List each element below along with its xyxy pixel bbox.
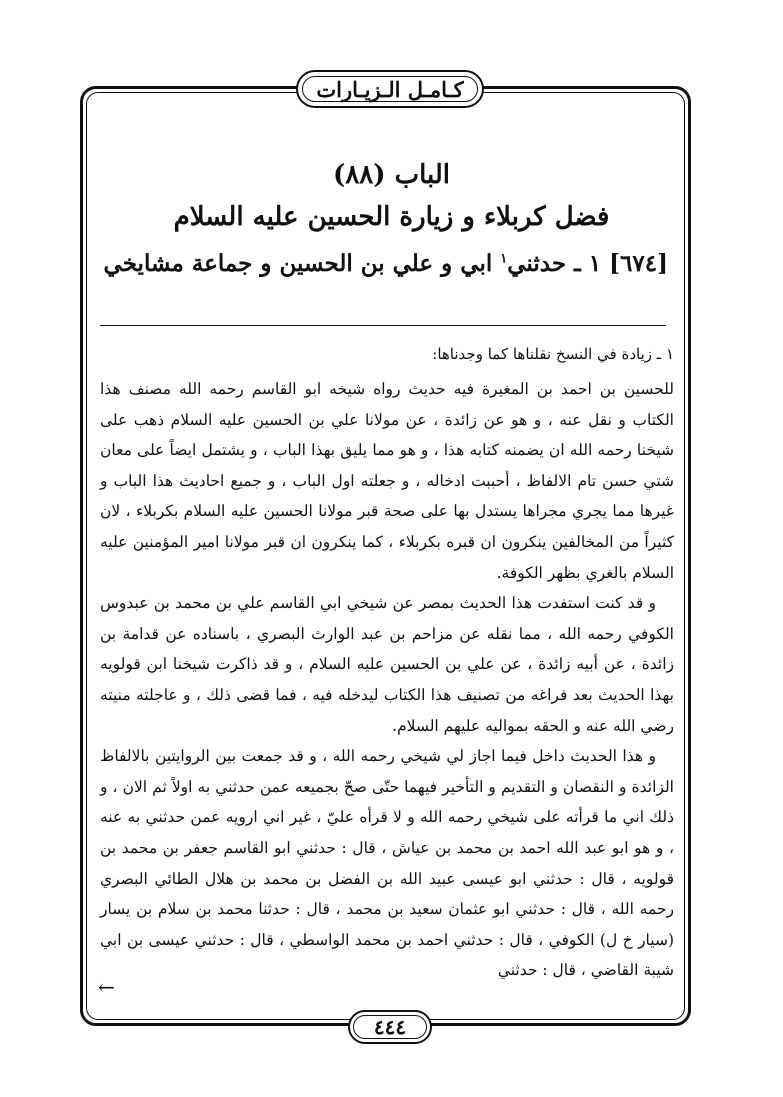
- footnote-body: [100, 374, 674, 986]
- hadith-heading: [100, 250, 668, 277]
- footnote-paragraph: و هذا الحديث داخل فيما اجاز لي شيخي رحمه الله ، و قد جمعت بين الروايتين بالالفاظ الزائدة و النقصان و التقديم و التأخير فيهما حتّى صحّ بجميعه عمن حدثني به اولاً ثم الان ، و ذلك اني ما قرأته على شيخي رحمه الله و لا قرأه عليّ ، غير اني ارويه عمن حدثني به عنه ، و هو ابو عبد الله احمد بن محمد بن عياش ، قال : حدثني ابو القاسم جعفر بن محمد بن قولويه ، قال : حدثني ابو عيسى عبيد الله بن الفضل بن محمد بن هلال الطائي البصري رحمه الله ، قال : حدثني ابو عثمان سعيد بن محمد ، قال : حدثنا محمد بن سلام بن يسار (سيار خ ل) الكوفي ، قال : حدثني احمد بن محمد الواسطي ، قال : حدثني عيسى بن ابي شيبة القاضي ، قال : حدثني: [100, 747, 674, 980]
- hadith-narrators: ابي و علي بن الحسين و جماعة مشايخي: [103, 250, 493, 277]
- page-number-badge: [348, 1010, 432, 1044]
- footnote-marker: ١: [500, 251, 508, 267]
- book-title: كـامـل الـزيـارات: [316, 76, 464, 102]
- footnote-paragraph: و قد كنت استفدت هذا الحديث بمصر عن شيخي ابي القاسم علي بن محمد بن عبدوس الكوفي رحمه الله ، مما نقله عن مزاحم بن عبد الوارث البصري ، باسناده عن قدامة بن زائدة ، عن أبيه زائدة ، عن علي بن الحسين عليه السلام ، و قد ذاكرت شيخنا ابن قولويه بهذا الحديث بعد فراغه من تصنيف هذا الكتاب ليدخله فيه ، فما قضى ذلك ، و عاجلته منيته رضي الله عنه و الحقه بمواليه عليهم السلام.: [100, 594, 674, 735]
- chapter-title: فضل كربلاء و زيارة الحسين عليه السلام: [173, 202, 610, 232]
- footnote-label: ١ ـ زيادة في النسخ نقلناها كما وجدناها:: [432, 345, 674, 363]
- page-number: ٤٤٤: [373, 1015, 407, 1039]
- hadith-number: [٦٧٤] ١ ـ حدثني: [507, 250, 668, 277]
- footnote-paragraph: للحسين بن احمد بن المغيرة فيه حديث رواه شيخه ابو القاسم رحمه الله مصنف هذا الكتاب و نقل عنه ، و هو عن زائدة ، عن مولانا علي بن الحسين عليه السلام ذهب على شيخنا رحمه الله ان يضمنه كتابه هذا ، و هو مما يليق بهذا الباب ، و يشتمل ايضاً على معان شتي حسن تام الالفاظ ، أحببت ادخاله ، و جعلته اول الباب ، و جميع احاديث هذا الباب و غيرها مما يجري مجراها يستدل بها على صحة قبر مولانا الحسين عليه السلام بكربلاء ، لان كثيراً من المخالفين ينكرون ان قبره بكربلاء ، كما ينكرون ان قبر مولانا امير المؤمنين عليه السلام بالغري بظهر الكوفة.: [100, 380, 674, 582]
- chapter-number: الباب (٨٨): [333, 160, 450, 190]
- continue-arrow-icon: ←: [98, 975, 115, 999]
- footnote-divider: [100, 325, 666, 326]
- running-header: [296, 70, 484, 108]
